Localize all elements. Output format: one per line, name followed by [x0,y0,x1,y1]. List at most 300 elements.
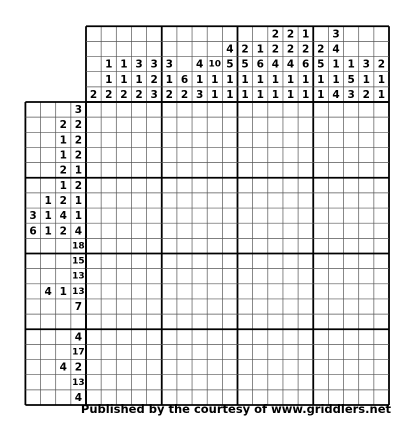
puzzle-cell[interactable] [147,163,162,178]
puzzle-cell[interactable] [162,360,177,375]
puzzle-cell[interactable] [192,223,207,238]
puzzle-cell[interactable] [283,254,298,269]
puzzle-cell[interactable] [344,360,359,375]
puzzle-cell[interactable] [253,284,268,299]
puzzle-cell[interactable] [298,132,313,147]
puzzle-cell[interactable] [207,329,222,344]
puzzle-cell[interactable] [374,344,389,359]
puzzle-cell[interactable] [101,238,116,253]
puzzle-cell[interactable] [283,238,298,253]
puzzle-cell[interactable] [298,102,313,117]
puzzle-cell[interactable] [101,178,116,193]
puzzle-cell[interactable] [162,178,177,193]
puzzle-cell[interactable] [253,178,268,193]
puzzle-cell[interactable] [131,284,146,299]
puzzle-cell[interactable] [162,314,177,329]
puzzle-cell[interactable] [374,102,389,117]
puzzle-cell[interactable] [298,314,313,329]
puzzle-cell[interactable] [344,163,359,178]
puzzle-cell[interactable] [328,102,343,117]
puzzle-cell[interactable] [116,375,131,390]
puzzle-cell[interactable] [86,344,101,359]
puzzle-cell[interactable] [359,238,374,253]
puzzle-cell[interactable] [298,254,313,269]
puzzle-cell[interactable] [207,344,222,359]
puzzle-cell[interactable] [374,254,389,269]
puzzle-cell[interactable] [101,132,116,147]
puzzle-cell[interactable] [313,193,328,208]
puzzle-cell[interactable] [207,284,222,299]
puzzle-cell[interactable] [268,208,283,223]
puzzle-cell[interactable] [162,132,177,147]
puzzle-cell[interactable] [374,147,389,162]
puzzle-cell[interactable] [344,178,359,193]
puzzle-cell[interactable] [253,269,268,284]
puzzle-cell[interactable] [101,117,116,132]
puzzle-cell[interactable] [238,193,253,208]
puzzle-cell[interactable] [86,223,101,238]
puzzle-cell[interactable] [177,254,192,269]
puzzle-cell[interactable] [147,208,162,223]
puzzle-cell[interactable] [147,329,162,344]
puzzle-cell[interactable] [238,223,253,238]
puzzle-cell[interactable] [374,117,389,132]
puzzle-cell[interactable] [192,178,207,193]
puzzle-cell[interactable] [177,314,192,329]
puzzle-cell[interactable] [101,329,116,344]
puzzle-cell[interactable] [283,314,298,329]
puzzle-cell[interactable] [328,117,343,132]
puzzle-cell[interactable] [162,163,177,178]
puzzle-cell[interactable] [192,238,207,253]
puzzle-cell[interactable] [253,375,268,390]
puzzle-cell[interactable] [253,329,268,344]
puzzle-cell[interactable] [283,284,298,299]
puzzle-cell[interactable] [359,208,374,223]
puzzle-cell[interactable] [116,299,131,314]
puzzle-cell[interactable] [344,117,359,132]
puzzle-cell[interactable] [192,360,207,375]
puzzle-cell[interactable] [238,163,253,178]
puzzle-cell[interactable] [131,314,146,329]
puzzle-cell[interactable] [131,132,146,147]
puzzle-cell[interactable] [222,238,237,253]
puzzle-cell[interactable] [283,132,298,147]
puzzle-cell[interactable] [162,147,177,162]
puzzle-cell[interactable] [283,329,298,344]
puzzle-cell[interactable] [359,147,374,162]
puzzle-cell[interactable] [116,329,131,344]
puzzle-cell[interactable] [116,360,131,375]
puzzle-cell[interactable] [328,329,343,344]
puzzle-cell[interactable] [313,284,328,299]
puzzle-cell[interactable] [192,329,207,344]
puzzle-cell[interactable] [222,299,237,314]
puzzle-cell[interactable] [222,163,237,178]
puzzle-cell[interactable] [192,375,207,390]
puzzle-cell[interactable] [328,132,343,147]
puzzle-cell[interactable] [131,102,146,117]
puzzle-cell[interactable] [177,344,192,359]
puzzle-cell[interactable] [344,329,359,344]
puzzle-cell[interactable] [101,254,116,269]
puzzle-cell[interactable] [238,375,253,390]
puzzle-cell[interactable] [177,223,192,238]
puzzle-cell[interactable] [359,117,374,132]
puzzle-cell[interactable] [238,208,253,223]
puzzle-cell[interactable] [177,193,192,208]
puzzle-cell[interactable] [268,117,283,132]
puzzle-cell[interactable] [298,329,313,344]
puzzle-cell[interactable] [253,223,268,238]
puzzle-cell[interactable] [268,102,283,117]
puzzle-cell[interactable] [238,269,253,284]
puzzle-cell[interactable] [207,360,222,375]
puzzle-cell[interactable] [192,193,207,208]
puzzle-cell[interactable] [298,178,313,193]
puzzle-cell[interactable] [116,178,131,193]
puzzle-cell[interactable] [162,208,177,223]
puzzle-cell[interactable] [192,299,207,314]
puzzle-cell[interactable] [147,344,162,359]
puzzle-cell[interactable] [238,360,253,375]
puzzle-cell[interactable] [222,223,237,238]
puzzle-cell[interactable] [207,178,222,193]
puzzle-cell[interactable] [116,147,131,162]
puzzle-cell[interactable] [298,269,313,284]
puzzle-cell[interactable] [131,269,146,284]
puzzle-cell[interactable] [86,314,101,329]
puzzle-cell[interactable] [283,360,298,375]
puzzle-cell[interactable] [192,132,207,147]
puzzle-cell[interactable] [283,193,298,208]
puzzle-cell[interactable] [177,375,192,390]
puzzle-cell[interactable] [207,223,222,238]
puzzle-cell[interactable] [192,147,207,162]
puzzle-cell[interactable] [177,329,192,344]
puzzle-cell[interactable] [283,223,298,238]
puzzle-cell[interactable] [313,329,328,344]
puzzle-cell[interactable] [147,132,162,147]
puzzle-cell[interactable] [283,102,298,117]
puzzle-cell[interactable] [298,223,313,238]
puzzle-cell[interactable] [86,132,101,147]
puzzle-cell[interactable] [116,223,131,238]
puzzle-cell[interactable] [131,178,146,193]
puzzle-cell[interactable] [131,254,146,269]
puzzle-cell[interactable] [222,375,237,390]
puzzle-cell[interactable] [162,344,177,359]
puzzle-cell[interactable] [162,117,177,132]
puzzle-cell[interactable] [86,102,101,117]
puzzle-cell[interactable] [147,314,162,329]
puzzle-cell[interactable] [86,163,101,178]
puzzle-cell[interactable] [344,147,359,162]
puzzle-cell[interactable] [313,344,328,359]
puzzle-cell[interactable] [298,299,313,314]
puzzle-cell[interactable] [344,193,359,208]
puzzle-cell[interactable] [177,360,192,375]
puzzle-cell[interactable] [222,254,237,269]
puzzle-cell[interactable] [344,284,359,299]
puzzle-cell[interactable] [313,223,328,238]
puzzle-cell[interactable] [192,208,207,223]
puzzle-cell[interactable] [359,193,374,208]
puzzle-cell[interactable] [374,284,389,299]
puzzle-cell[interactable] [177,208,192,223]
puzzle-cell[interactable] [162,238,177,253]
puzzle-cell[interactable] [147,254,162,269]
puzzle-cell[interactable] [101,147,116,162]
puzzle-cell[interactable] [147,360,162,375]
puzzle-cell[interactable] [116,102,131,117]
puzzle-cell[interactable] [147,102,162,117]
puzzle-cell[interactable] [328,254,343,269]
puzzle-cell[interactable] [116,208,131,223]
puzzle-cell[interactable] [101,223,116,238]
puzzle-cell[interactable] [328,178,343,193]
puzzle-cell[interactable] [131,329,146,344]
puzzle-cell[interactable] [313,208,328,223]
puzzle-cell[interactable] [359,163,374,178]
puzzle-cell[interactable] [344,238,359,253]
puzzle-cell[interactable] [359,329,374,344]
puzzle-cell[interactable] [222,208,237,223]
puzzle-cell[interactable] [131,147,146,162]
puzzle-cell[interactable] [253,360,268,375]
puzzle-cell[interactable] [344,223,359,238]
puzzle-cell[interactable] [207,299,222,314]
puzzle-cell[interactable] [253,344,268,359]
puzzle-cell[interactable] [359,344,374,359]
puzzle-cell[interactable] [147,147,162,162]
puzzle-cell[interactable] [374,269,389,284]
puzzle-cell[interactable] [192,117,207,132]
puzzle-cell[interactable] [344,344,359,359]
puzzle-cell[interactable] [192,102,207,117]
puzzle-cell[interactable] [313,163,328,178]
puzzle-cell[interactable] [177,163,192,178]
puzzle-cell[interactable] [268,344,283,359]
puzzle-cell[interactable] [298,163,313,178]
puzzle-cell[interactable] [374,223,389,238]
puzzle-cell[interactable] [101,314,116,329]
puzzle-cell[interactable] [222,147,237,162]
puzzle-cell[interactable] [253,238,268,253]
puzzle-cell[interactable] [313,299,328,314]
puzzle-cell[interactable] [374,238,389,253]
puzzle-cell[interactable] [328,360,343,375]
puzzle-cell[interactable] [298,238,313,253]
puzzle-cell[interactable] [313,132,328,147]
puzzle-cell[interactable] [86,375,101,390]
puzzle-cell[interactable] [86,360,101,375]
puzzle-cell[interactable] [177,238,192,253]
puzzle-cell[interactable] [298,375,313,390]
puzzle-cell[interactable] [313,314,328,329]
puzzle-cell[interactable] [268,223,283,238]
puzzle-cell[interactable] [116,193,131,208]
puzzle-cell[interactable] [313,269,328,284]
puzzle-cell[interactable] [238,147,253,162]
puzzle-cell[interactable] [344,375,359,390]
puzzle-cell[interactable] [222,193,237,208]
puzzle-cell[interactable] [101,163,116,178]
puzzle-cell[interactable] [222,329,237,344]
puzzle-cell[interactable] [268,132,283,147]
puzzle-cell[interactable] [268,360,283,375]
puzzle-cell[interactable] [268,178,283,193]
puzzle-cell[interactable] [147,375,162,390]
puzzle-cell[interactable] [268,147,283,162]
puzzle-cell[interactable] [86,193,101,208]
puzzle-cell[interactable] [147,284,162,299]
puzzle-cell[interactable] [162,102,177,117]
puzzle-cell[interactable] [374,178,389,193]
puzzle-cell[interactable] [101,102,116,117]
puzzle-cell[interactable] [116,163,131,178]
puzzle-cell[interactable] [283,269,298,284]
puzzle-cell[interactable] [374,193,389,208]
puzzle-cell[interactable] [359,299,374,314]
puzzle-cell[interactable] [86,299,101,314]
puzzle-cell[interactable] [177,178,192,193]
puzzle-cell[interactable] [374,163,389,178]
puzzle-cell[interactable] [374,132,389,147]
puzzle-cell[interactable] [238,329,253,344]
puzzle-cell[interactable] [116,269,131,284]
puzzle-cell[interactable] [328,238,343,253]
puzzle-cell[interactable] [238,284,253,299]
puzzle-cell[interactable] [147,117,162,132]
puzzle-cell[interactable] [147,193,162,208]
puzzle-cell[interactable] [222,360,237,375]
puzzle-cell[interactable] [207,102,222,117]
puzzle-cell[interactable] [86,208,101,223]
puzzle-cell[interactable] [238,314,253,329]
puzzle-cell[interactable] [359,132,374,147]
puzzle-cell[interactable] [268,299,283,314]
puzzle-cell[interactable] [359,284,374,299]
puzzle-cell[interactable] [268,163,283,178]
puzzle-cell[interactable] [344,269,359,284]
puzzle-cell[interactable] [131,238,146,253]
puzzle-cell[interactable] [162,269,177,284]
puzzle-cell[interactable] [374,208,389,223]
puzzle-cell[interactable] [238,102,253,117]
puzzle-cell[interactable] [253,163,268,178]
puzzle-cell[interactable] [222,269,237,284]
puzzle-cell[interactable] [238,132,253,147]
puzzle-cell[interactable] [86,117,101,132]
puzzle-cell[interactable] [328,269,343,284]
puzzle-cell[interactable] [268,254,283,269]
puzzle-cell[interactable] [207,375,222,390]
puzzle-cell[interactable] [238,299,253,314]
puzzle-cell[interactable] [313,147,328,162]
puzzle-cell[interactable] [268,269,283,284]
puzzle-cell[interactable] [283,208,298,223]
puzzle-cell[interactable] [328,314,343,329]
puzzle-cell[interactable] [283,344,298,359]
puzzle-cell[interactable] [86,329,101,344]
puzzle-cell[interactable] [147,223,162,238]
puzzle-cell[interactable] [359,360,374,375]
puzzle-cell[interactable] [86,269,101,284]
puzzle-cell[interactable] [177,147,192,162]
puzzle-cell[interactable] [374,329,389,344]
puzzle-cell[interactable] [359,254,374,269]
puzzle-cell[interactable] [253,117,268,132]
puzzle-cell[interactable] [238,344,253,359]
puzzle-cell[interactable] [162,193,177,208]
puzzle-cell[interactable] [101,375,116,390]
puzzle-cell[interactable] [147,178,162,193]
puzzle-cell[interactable] [344,254,359,269]
puzzle-cell[interactable] [116,254,131,269]
puzzle-cell[interactable] [177,269,192,284]
puzzle-cell[interactable] [283,375,298,390]
puzzle-cell[interactable] [298,360,313,375]
puzzle-cell[interactable] [222,344,237,359]
puzzle-cell[interactable] [131,117,146,132]
puzzle-cell[interactable] [177,299,192,314]
puzzle-cell[interactable] [131,163,146,178]
puzzle-cell[interactable] [328,193,343,208]
puzzle-cell[interactable] [207,193,222,208]
puzzle-cell[interactable] [374,360,389,375]
puzzle-cell[interactable] [253,254,268,269]
puzzle-cell[interactable] [101,284,116,299]
puzzle-cell[interactable] [116,238,131,253]
puzzle-cell[interactable] [344,132,359,147]
puzzle-cell[interactable] [328,299,343,314]
puzzle-cell[interactable] [177,117,192,132]
puzzle-cell[interactable] [116,344,131,359]
puzzle-cell[interactable] [101,269,116,284]
puzzle-cell[interactable] [207,269,222,284]
puzzle-cell[interactable] [222,284,237,299]
puzzle-cell[interactable] [147,299,162,314]
puzzle-cell[interactable] [328,147,343,162]
puzzle-cell[interactable] [101,299,116,314]
puzzle-cell[interactable] [253,314,268,329]
puzzle-cell[interactable] [238,254,253,269]
puzzle-cell[interactable] [207,208,222,223]
puzzle-cell[interactable] [86,238,101,253]
puzzle-cell[interactable] [131,344,146,359]
puzzle-cell[interactable] [101,360,116,375]
puzzle-cell[interactable] [86,284,101,299]
puzzle-cell[interactable] [222,314,237,329]
puzzle-cell[interactable] [268,238,283,253]
puzzle-cell[interactable] [253,299,268,314]
puzzle-cell[interactable] [268,375,283,390]
puzzle-cell[interactable] [328,375,343,390]
puzzle-cell[interactable] [283,147,298,162]
puzzle-cell[interactable] [192,269,207,284]
puzzle-cell[interactable] [192,284,207,299]
puzzle-cell[interactable] [222,102,237,117]
puzzle-cell[interactable] [313,178,328,193]
puzzle-cell[interactable] [177,284,192,299]
puzzle-cell[interactable] [313,254,328,269]
puzzle-cell[interactable] [86,254,101,269]
puzzle-cell[interactable] [207,238,222,253]
puzzle-cell[interactable] [162,223,177,238]
puzzle-cell[interactable] [162,299,177,314]
puzzle-cell[interactable] [313,102,328,117]
